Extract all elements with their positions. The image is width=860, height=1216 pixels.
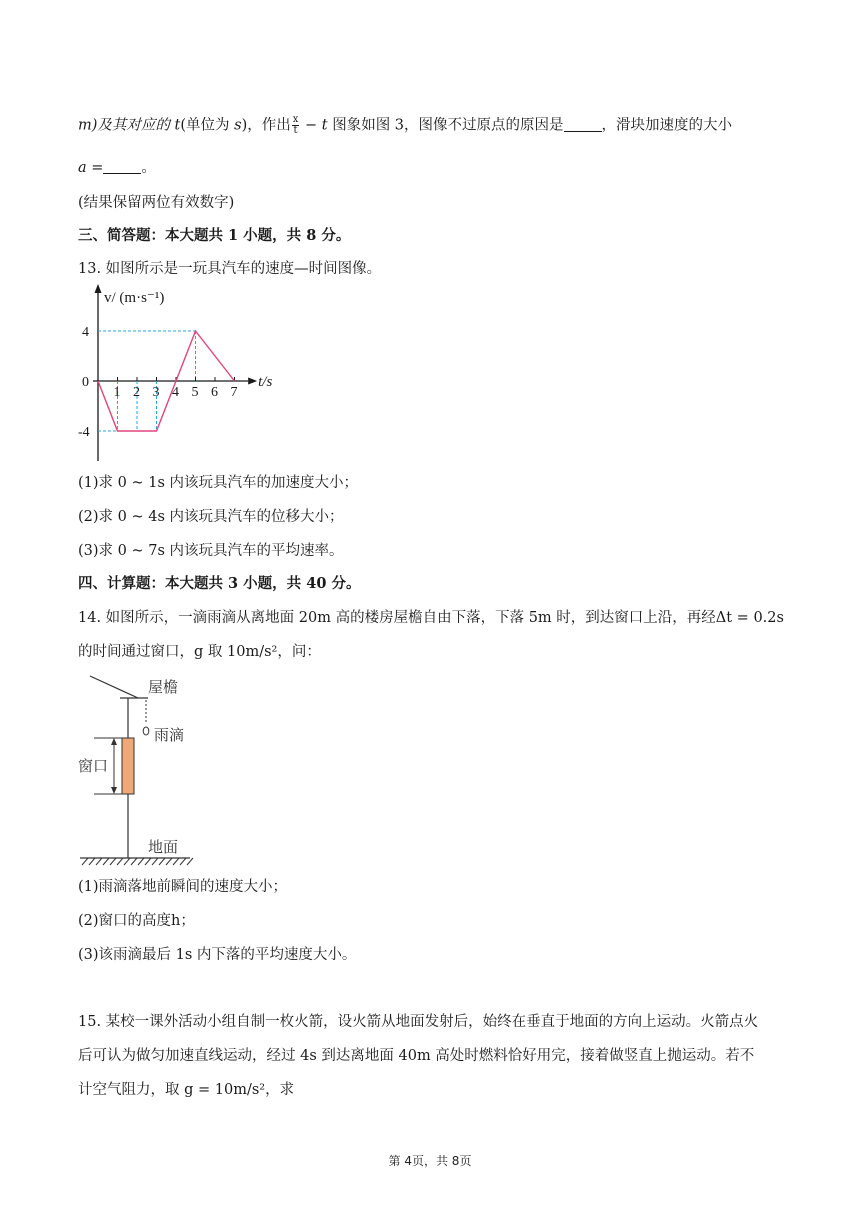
label-raindrop: 雨滴 (154, 726, 185, 744)
hatch-mark (103, 858, 109, 865)
page-footer: 第 4页，共 8页 (388, 1154, 472, 1168)
q12-note: (结果保留两位有效数字) (78, 195, 235, 211)
q14-sub2: (2)窗口的高度h； (78, 913, 195, 929)
hatch-mark (131, 858, 137, 865)
q12-line2: a = 。 (78, 160, 156, 176)
q13-sub3: (3)求 0 ~ 7s 内该玩具汽车的平均速率。 (78, 543, 344, 559)
y-axis-label: v/ (m·s⁻¹) (104, 290, 165, 306)
hatch-mark (110, 858, 116, 865)
raindrop-icon (143, 727, 149, 735)
section-3-title: 三、简答题：本大题共 1 小题，共 8 分。 (78, 227, 351, 244)
q13-stem: 13. 如图所示是一玩具汽车的速度—时间图像。 (78, 261, 382, 277)
arrow-down-icon (111, 787, 117, 794)
label-eave: 屋檐 (148, 678, 179, 696)
x-tick-label-7: 7 (230, 385, 238, 400)
ground-hatch (82, 858, 193, 865)
answer-blank[interactable] (103, 159, 141, 174)
q13-sub2: (2)求 0 ~ 4s 内该玩具汽车的位移大小； (78, 509, 344, 525)
origin-label: 0 (82, 375, 89, 390)
q14-sub1: (1)雨滴落地前瞬间的速度大小； (78, 879, 288, 895)
x-tick-label-4: 4 (172, 385, 179, 400)
hatch-mark (159, 858, 165, 865)
hatch-mark (187, 858, 193, 865)
q14-sub3: (3)该雨滴最后 1s 内下落的平均速度大小。 (78, 947, 357, 963)
x-axis-label: t/s (258, 374, 273, 390)
hatch-mark (145, 858, 151, 865)
hatch-mark (173, 858, 179, 865)
vt-chart (78, 284, 318, 464)
hatch-mark (152, 858, 158, 865)
label-window: 窗口 (78, 757, 109, 775)
x-tick-label-2: 2 (133, 385, 140, 400)
y-tick-label-neg4: -4 (78, 425, 90, 440)
q13-sub1: (1)求 0 ~ 1s 内该玩具汽车的加速度大小； (78, 475, 359, 491)
y-tick-label-4: 4 (82, 325, 89, 340)
fraction-x-over-t: $\frac{x}{t}$ (292, 114, 299, 136)
hatch-mark (89, 858, 95, 865)
hatch-mark (124, 858, 130, 865)
x-tick-label-6: 6 (211, 385, 218, 400)
label-ground: 地面 (148, 838, 179, 856)
q15-line2: 后可认为做匀加速直线运动，经过 4s 到达离地面 40m 高处时燃料恰好用完，接着做竖直上抛运动。若不 (78, 1048, 755, 1064)
hatch-mark (166, 858, 172, 865)
x-tick-label-5: 5 (191, 385, 199, 400)
q15-line3: 计空气阻力，取 g = 10m/s²，求 (78, 1082, 295, 1098)
y-axis-arrow-icon (95, 284, 102, 293)
section-4-title: 四、计算题：本大题共 3 小题，共 40 分。 (78, 575, 361, 592)
q14-stem-line2: 的时间通过窗口，g 取 10m/s²，问： (78, 644, 321, 660)
q12-line1: m)及其对应的 t(单位为 s)，作出 $\frac{x}{t}$ − t 图象如图 3，图像不过原点的原因是 ，滑块加速度的大小 (78, 114, 733, 136)
roof-line (90, 676, 138, 698)
x-tick-label-1: 1 (113, 385, 121, 400)
answer-blank[interactable] (564, 117, 602, 132)
x-axis-arrow-icon (248, 378, 257, 385)
hatch-mark (180, 858, 186, 865)
q15-line1: 15. 某校一课外活动小组自制一枚火箭，设火箭从地面发射后，始终在垂直于地面的方向上运动。火箭点火 (78, 1014, 759, 1030)
raindrop-figure (76, 670, 206, 870)
arrow-up-icon (111, 738, 117, 745)
x-tick-label-3: 3 (152, 385, 160, 400)
window-rect (122, 738, 134, 794)
hatch-mark (138, 858, 144, 865)
q14-stem-line1: 14. 如图所示，一滴雨滴从离地面 20m 高的楼房屋檐自由下落，下落 5m 时，到达窗口上沿，再经Δt = 0.2s (78, 610, 784, 626)
hatch-mark (82, 858, 88, 865)
hatch-mark (117, 858, 123, 865)
hatch-mark (96, 858, 102, 865)
